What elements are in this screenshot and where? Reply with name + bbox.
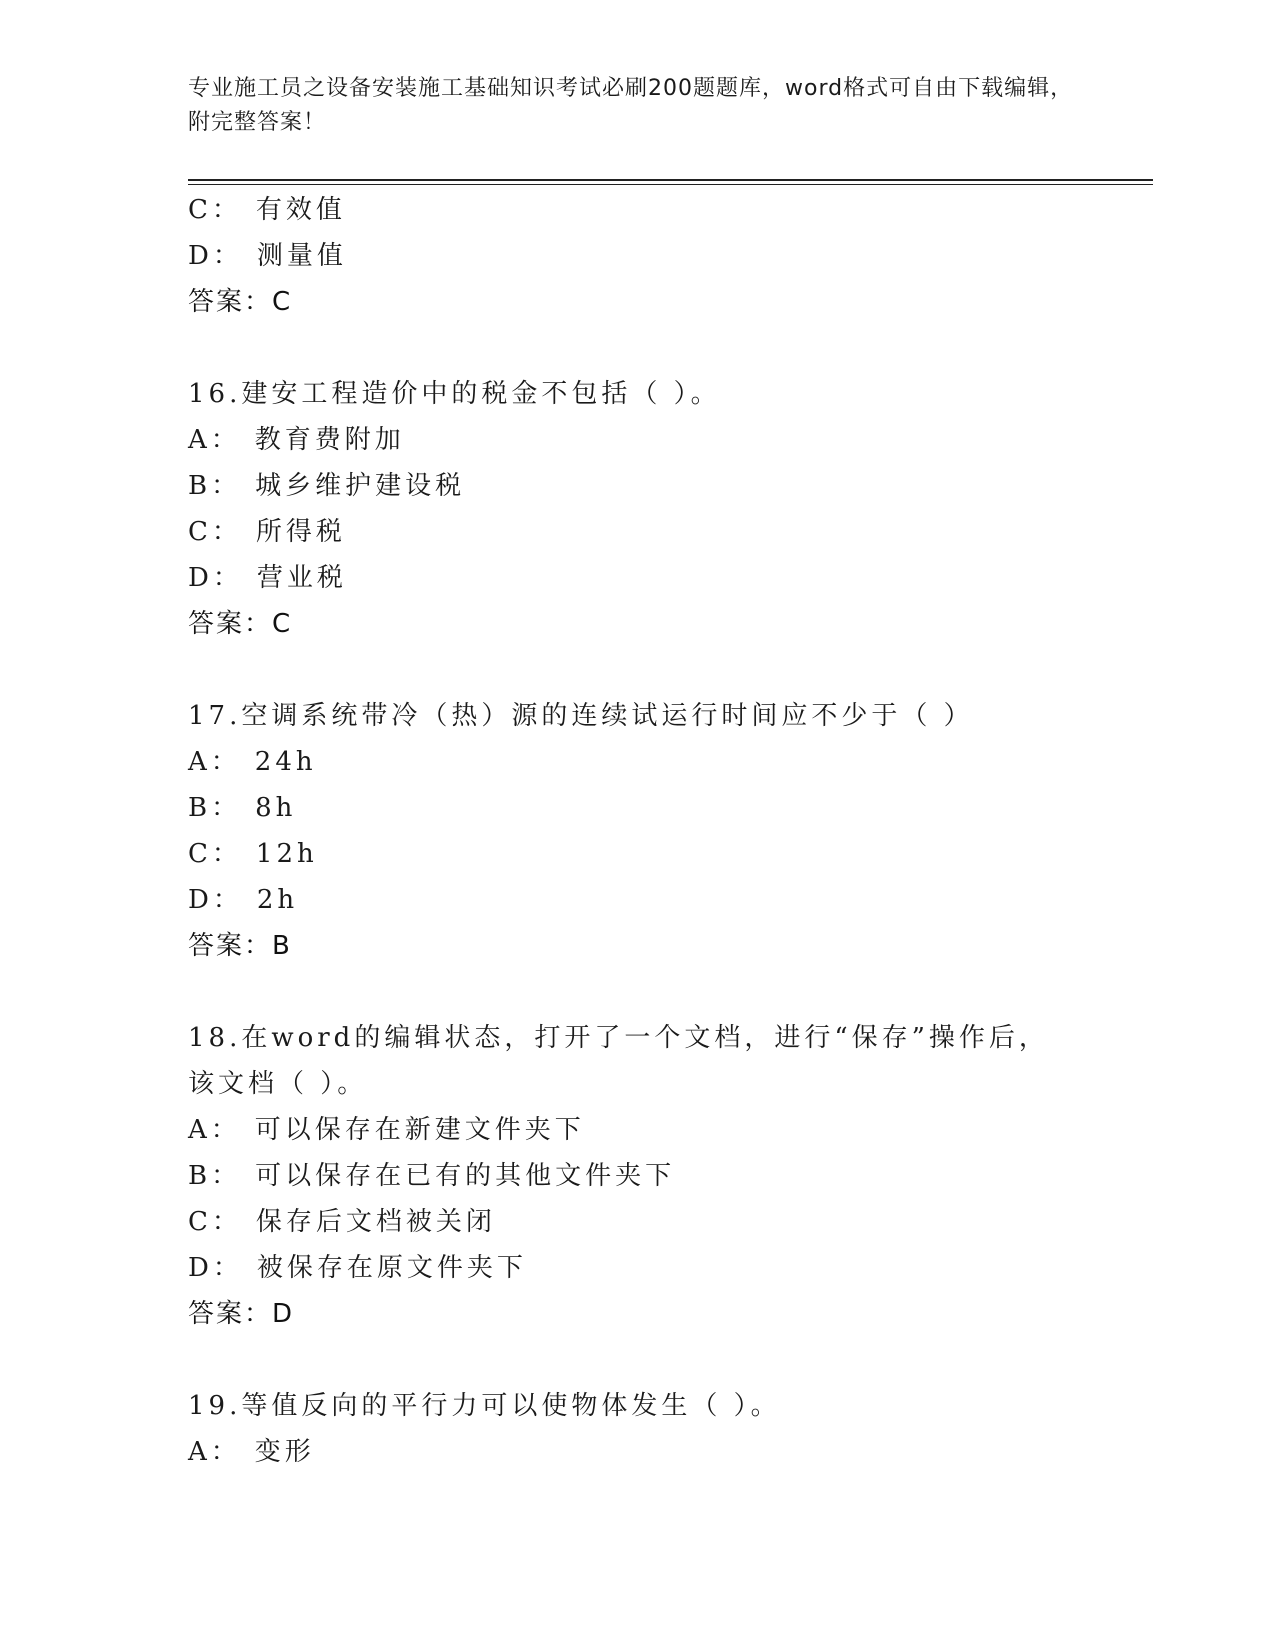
option-text: 测量值 [256,241,347,271]
option-text: 教育费附加 [254,425,405,455]
option-text: 营业税 [256,563,347,593]
option-line [188,417,1088,463]
option-label: A： [188,425,241,455]
option-text: 可以保存在已有的其他文件夹下 [255,1161,676,1191]
option-text: 有效值 [255,195,346,225]
answer-line: 答案：B [188,931,292,961]
option-label: A： [188,747,241,777]
option-label: D： [188,241,243,271]
question-stem: 18.在word的编辑状态，打开了一个文档，进行“保存”操作后，该文档（ ）。 [188,1023,1049,1099]
question-stem: 19.等值反向的平行力可以使物体发生（ ）。 [188,1391,781,1421]
option-text: 8h [255,793,297,823]
option-line [188,1245,1088,1291]
option-line [188,233,1088,279]
option-text: 12h [255,839,318,869]
option-label: D： [188,1253,243,1283]
option-label: B： [188,793,242,823]
page-header-title: 专业施工员之设备安装施工基础知识考试必刷200题题库，word格式可自由下载编辑，附完整答案！ [188,76,1074,135]
spacer [188,325,1088,371]
option-line [188,831,1088,877]
option-text: 可以保存在新建文件夹下 [254,1115,585,1145]
option-line [188,463,1088,509]
option-line [188,739,1088,785]
option-line [188,1199,1088,1245]
option-label: D： [188,563,243,593]
option-label: C： [188,1207,242,1237]
option-text: 2h [256,885,299,915]
header-rule-thick [188,179,1153,181]
header-rule-thin [188,184,1153,185]
question-content [188,187,1088,1475]
answer-line: 答案：C [188,609,293,639]
option-text: 城乡维护建设税 [255,471,466,501]
option-line [188,785,1088,831]
option-line [188,187,1088,233]
question-stem: 16.建安工程造价中的税金不包括（ ）。 [188,379,721,409]
spacer [188,1337,1088,1383]
option-text: 变形 [254,1437,315,1467]
option-label: C： [188,839,242,869]
question-stem: 17.空调系统带冷（热）源的连续试运行时间应不少于（ ） [188,701,974,731]
option-text: 保存后文档被关闭 [255,1207,496,1237]
option-line [188,555,1088,601]
option-label: A： [188,1115,241,1145]
answer-line: 答案：C [188,287,293,317]
option-label: B： [188,471,242,501]
option-text: 所得税 [255,517,346,547]
option-label: C： [188,195,242,225]
option-label: A： [188,1437,241,1467]
option-text: 被保存在原文件夹下 [256,1253,527,1283]
option-line [188,1153,1088,1199]
option-text: 24h [254,747,317,777]
option-line [188,877,1088,923]
option-label: C： [188,517,242,547]
option-line [188,1107,1088,1153]
option-line [188,1429,1088,1475]
option-label: D： [188,885,243,915]
option-label: B： [188,1161,242,1191]
option-line [188,509,1088,555]
spacer [188,647,1088,693]
answer-line: 答案：D [188,1299,295,1329]
spacer [188,969,1088,1015]
